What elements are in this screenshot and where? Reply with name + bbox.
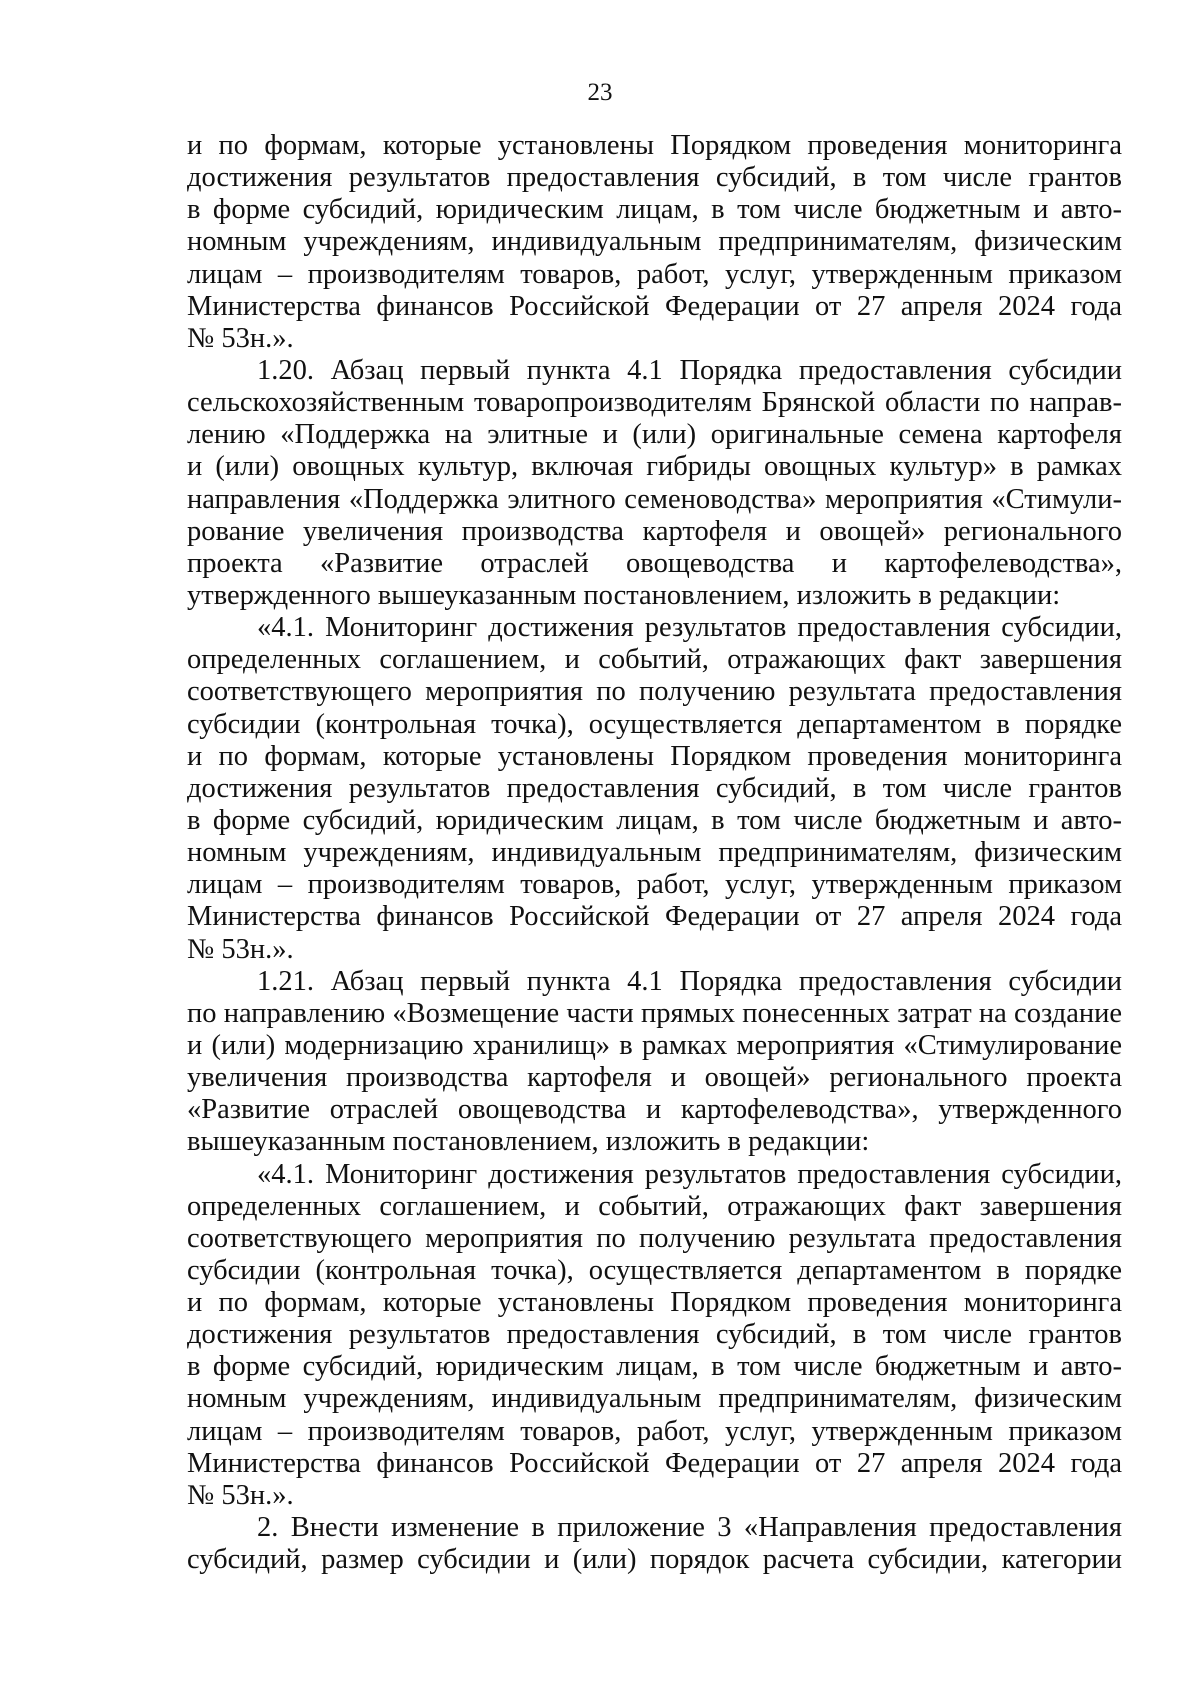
text-line: по направлению «Возмещение части прямых понесенных затрат на создание — [187, 997, 1122, 1029]
text-line: достижения результатов предоставления субсидий, в том числе грантов — [187, 772, 1122, 804]
text-line: и по формам, которые установлены Порядком проведения мониторинга — [187, 740, 1122, 772]
text-line: номным учреждениям, индивидуальным предпринимателям, физическим — [187, 837, 1122, 869]
text-line: в форме субсидий, юридическим лицам, в том числе бюджетным и авто- — [187, 1351, 1122, 1383]
text-line: номным учреждениям, индивидуальным предпринимателям, физическим — [187, 226, 1122, 258]
text-line: сельскохозяйственным товаропроизводителям Брянской области по направ- — [187, 387, 1122, 419]
text-line: «Развитие отраслей овощеводства и картофелеводства», утвержденного — [187, 1094, 1122, 1126]
text-line: проекта «Развитие отраслей овощеводства и картофелеводства», — [187, 547, 1122, 579]
text-line: и по формам, которые установлены Порядком проведения мониторинга — [187, 1287, 1122, 1319]
document-body — [187, 130, 1122, 1576]
text-line: лению «Поддержка на элитные и (или) оригинальные семена картофеля — [187, 419, 1122, 451]
text-line: и (или) модернизацию хранилищ» в рамках мероприятия «Стимулирование — [187, 1029, 1122, 1061]
text-line: Министерства финансов Российской Федерации от 27 апреля 2024 года — [187, 901, 1122, 933]
text-line: 1.21. Абзац первый пункта 4.1 Порядка предоставления субсидии — [257, 965, 1122, 997]
text-line: определенных соглашением, и событий, отражающих факт завершения — [187, 1190, 1122, 1222]
text-line: № 53н.». — [187, 322, 294, 354]
text-line: субсидии (контрольная точка), осуществляется департаментом в порядке — [187, 708, 1122, 740]
text-line: направления «Поддержка элитного семеноводства» мероприятия «Стимули- — [187, 483, 1122, 515]
page-number: 23 — [587, 79, 613, 106]
text-line: № 53н.». — [187, 933, 294, 965]
text-line: 1.20. Абзац первый пункта 4.1 Порядка предоставления субсидии — [257, 354, 1122, 386]
text-line: 2. Внести изменение в приложение 3 «Направления предоставления — [257, 1512, 1122, 1544]
text-line: лицам – производителям товаров, работ, услуг, утвержденным приказом — [187, 869, 1122, 901]
text-line: лицам – производителям товаров, работ, услуг, утвержденным приказом — [187, 1415, 1122, 1447]
text-line: в форме субсидий, юридическим лицам, в том числе бюджетным и авто- — [187, 194, 1122, 226]
text-line: и по формам, которые установлены Порядком проведения мониторинга — [187, 130, 1122, 161]
text-line: соответствующего мероприятия по получению результата предоставления — [187, 676, 1122, 708]
text-line: номным учреждениям, индивидуальным предпринимателям, физическим — [187, 1383, 1122, 1415]
text-line: Министерства финансов Российской Федерации от 27 апреля 2024 года — [187, 1447, 1122, 1479]
text-line: субсидий, размер субсидии и (или) порядок расчета субсидии, категории — [187, 1544, 1122, 1576]
text-line: увеличения производства картофеля и овощей» регионального проекта — [187, 1062, 1122, 1094]
text-line: № 53н.». — [187, 1479, 294, 1511]
text-line: лицам – производителям товаров, работ, услуг, утвержденным приказом — [187, 258, 1122, 290]
text-line: Министерства финансов Российской Федерации от 27 апреля 2024 года — [187, 290, 1122, 322]
text-line: достижения результатов предоставления субсидий, в том числе грантов — [187, 162, 1122, 194]
text-line: соответствующего мероприятия по получению результата предоставления — [187, 1222, 1122, 1254]
text-line: субсидии (контрольная точка), осуществляется департаментом в порядке — [187, 1254, 1122, 1286]
text-line: вышеуказанным постановлением, изложить в редакции: — [187, 1126, 870, 1158]
text-line: «4.1. Мониторинг достижения результатов предоставления субсидии, — [257, 612, 1122, 644]
text-line: определенных соглашением, и событий, отражающих факт завершения — [187, 644, 1122, 676]
text-line: и (или) овощных культур, включая гибриды овощных культур» в рамках — [187, 451, 1122, 483]
text-line: «4.1. Мониторинг достижения результатов предоставления субсидии, — [257, 1158, 1122, 1190]
text-line: рование увеличения производства картофеля и овощей» регионального — [187, 515, 1122, 547]
text-line: в форме субсидий, юридическим лицам, в том числе бюджетным и авто- — [187, 804, 1122, 836]
text-line: утвержденного вышеуказанным постановлением, изложить в редакции: — [187, 579, 1061, 611]
text-line: достижения результатов предоставления субсидий, в том числе грантов — [187, 1319, 1122, 1351]
